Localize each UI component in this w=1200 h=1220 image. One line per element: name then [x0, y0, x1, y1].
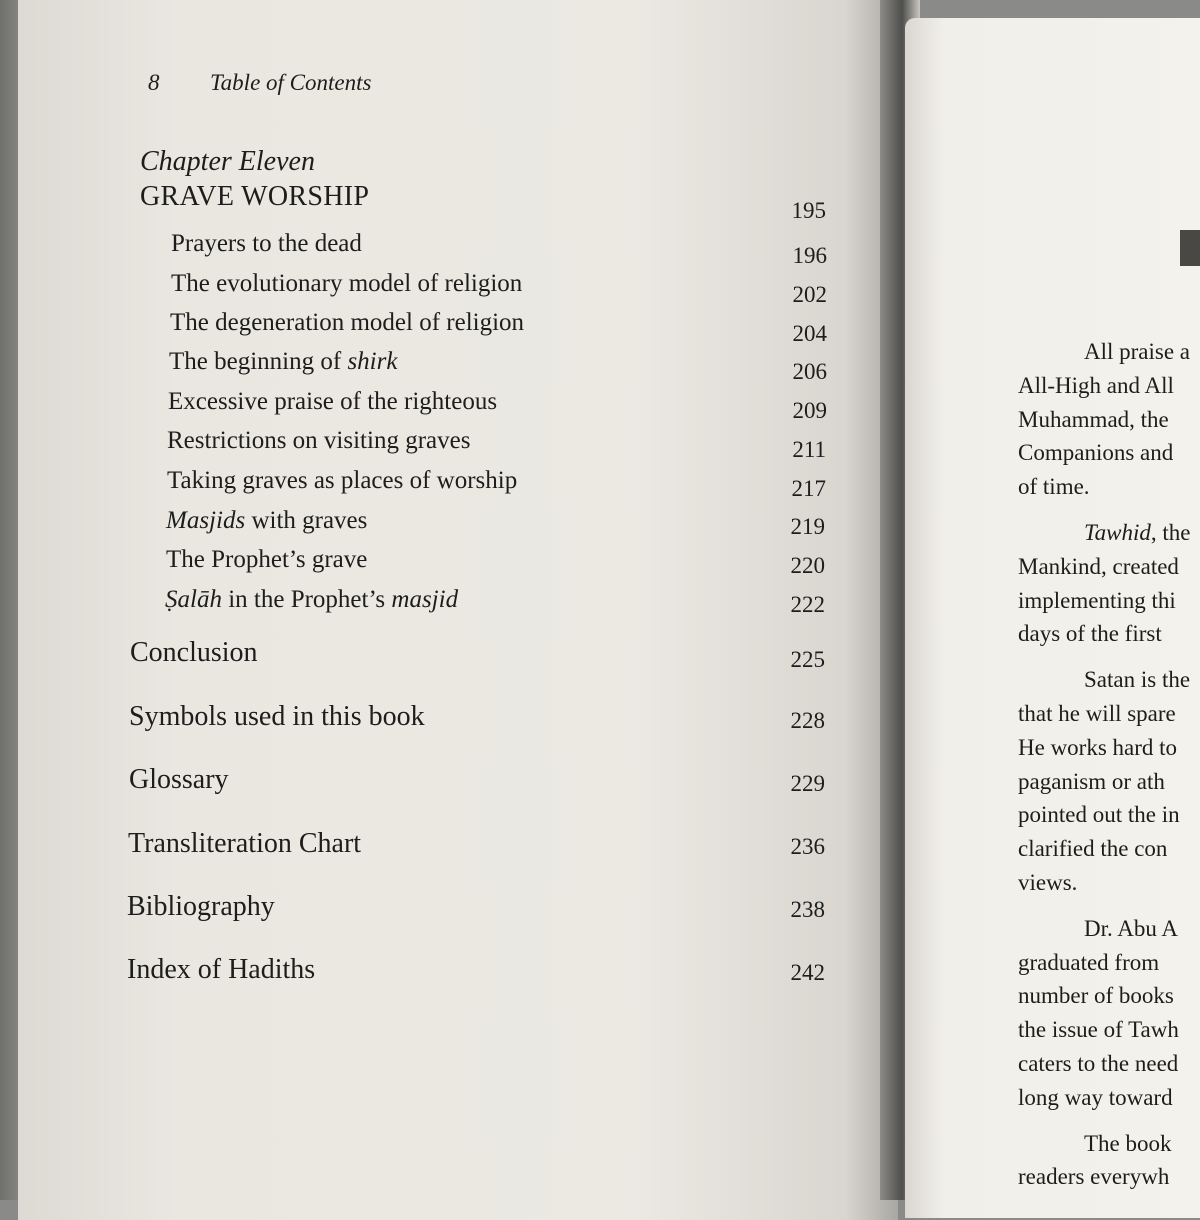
toc-entry-title [171, 230, 362, 258]
back-matter-title: Symbols used in this book [129, 701, 425, 732]
toc-entry-title [170, 309, 524, 337]
back-matter-page: 236 [790, 834, 825, 859]
back-matter-page: 238 [790, 897, 825, 922]
toc-entry-page: 206 [792, 359, 827, 384]
toc-entry-title-part: Prayers to the dead [171, 230, 362, 257]
right-page-line: implementing thi [1018, 587, 1176, 613]
right-page-line: paganism or ath [1018, 768, 1165, 794]
back-matter-page: 228 [790, 708, 825, 733]
toc-entry-page: 222 [790, 592, 825, 617]
toc-entry-title-part: shirk [347, 348, 398, 375]
right-page-line: Tawhid, the [1084, 519, 1191, 545]
toc-entry-page: 196 [792, 243, 827, 268]
right-page-line: Companions and [1018, 440, 1174, 466]
toc-entry-page: 217 [791, 476, 826, 501]
right-page-line: All-High and All [1018, 372, 1174, 398]
back-matter-title: Transliteration Chart [128, 828, 362, 859]
chapter-title-page-row [0, 198, 900, 238]
right-page-heading-fragment [1180, 230, 1200, 266]
toc-entry-title [169, 348, 397, 376]
right-page-line: long way toward [1018, 1084, 1173, 1110]
back-matter-page: 225 [790, 647, 825, 672]
back-matter-title: Index of Hadiths [127, 954, 316, 985]
chapter-title: GRAVE WORSHIP [140, 181, 370, 212]
back-matter-page: 229 [790, 771, 825, 796]
right-page-line: clarified the con [1018, 836, 1168, 862]
toc-entry-title [167, 467, 517, 495]
chapter-page-number: 195 [791, 198, 826, 223]
right-page-line: pointed out the in [1018, 802, 1180, 828]
toc-entry-page: 204 [792, 321, 827, 346]
chapter-label: Chapter Eleven [140, 146, 315, 177]
toc-entry-title-part: The degeneration model of religion [170, 309, 525, 336]
right-page-line: Satan is the [1084, 667, 1191, 693]
right-page-line: caters to the need [1018, 1050, 1179, 1076]
toc-entry-page: 220 [790, 553, 825, 578]
toc-entry-title-part: Excessive praise of the righteous [168, 388, 498, 415]
toc-entry-title [166, 507, 367, 535]
toc-entry-title-part: Ṣalāh [165, 586, 222, 613]
right-page-line: All praise a [1084, 339, 1191, 364]
toc-entry-page: 209 [792, 398, 827, 423]
toc-entry-title [167, 427, 470, 455]
toc-entry-title [165, 586, 458, 614]
toc-entry-title [171, 270, 522, 298]
toc-entry-title-part: Restrictions on visiting graves [167, 427, 471, 454]
toc-entry-title-part: in the Prophet’s [221, 586, 392, 613]
right-page-line: number of books [1018, 983, 1174, 1009]
right-page-line: that he will spare [1018, 700, 1176, 726]
toc-entry-title-part: masjid [391, 586, 459, 613]
page-header [148, 70, 371, 96]
toc-entry-title-part: The evolutionary model of religion [171, 270, 523, 297]
right-page-line: Dr. Abu A [1084, 915, 1178, 941]
right-page-line: The book [1084, 1130, 1172, 1156]
toc-entry-page: 211 [792, 437, 826, 462]
right-page-line: days of the first [1018, 621, 1162, 647]
back-matter-page: 242 [790, 960, 825, 985]
toc-entry-page: 219 [790, 514, 825, 539]
back-matter-title: Bibliography [127, 891, 275, 922]
back-matter-title: Glossary [129, 764, 229, 795]
toc-entry-title-part: Masjids [166, 507, 246, 534]
right-page-line: Mankind, created [1018, 553, 1179, 579]
toc-entry-title [168, 388, 497, 416]
right-page-line: views. [1018, 869, 1078, 895]
page-number: 8 [148, 70, 160, 95]
right-page-line: Muhammad, the [1018, 406, 1169, 432]
right-page-line: of time. [1018, 474, 1090, 500]
running-title: Table of Contents [210, 70, 372, 95]
back-matter-title: Conclusion [130, 637, 258, 668]
right-page-line: the issue of Tawh [1018, 1017, 1179, 1043]
toc-entry-title-part: The Prophet’s grave [166, 546, 368, 573]
toc-entry-title-part: Taking graves as places of worship [167, 467, 518, 494]
right-page-line: readers everywh [1018, 1164, 1170, 1190]
right-page-line: graduated from [1018, 949, 1160, 975]
right-page-line: He works hard to [1018, 734, 1178, 760]
toc-entry-title-part: with graves [245, 507, 368, 534]
toc-entry-page: 202 [792, 282, 827, 307]
right-page-text [1018, 335, 1191, 1194]
toc-entry-title-part: The beginning of [169, 348, 348, 375]
toc-entry-title [166, 546, 367, 574]
